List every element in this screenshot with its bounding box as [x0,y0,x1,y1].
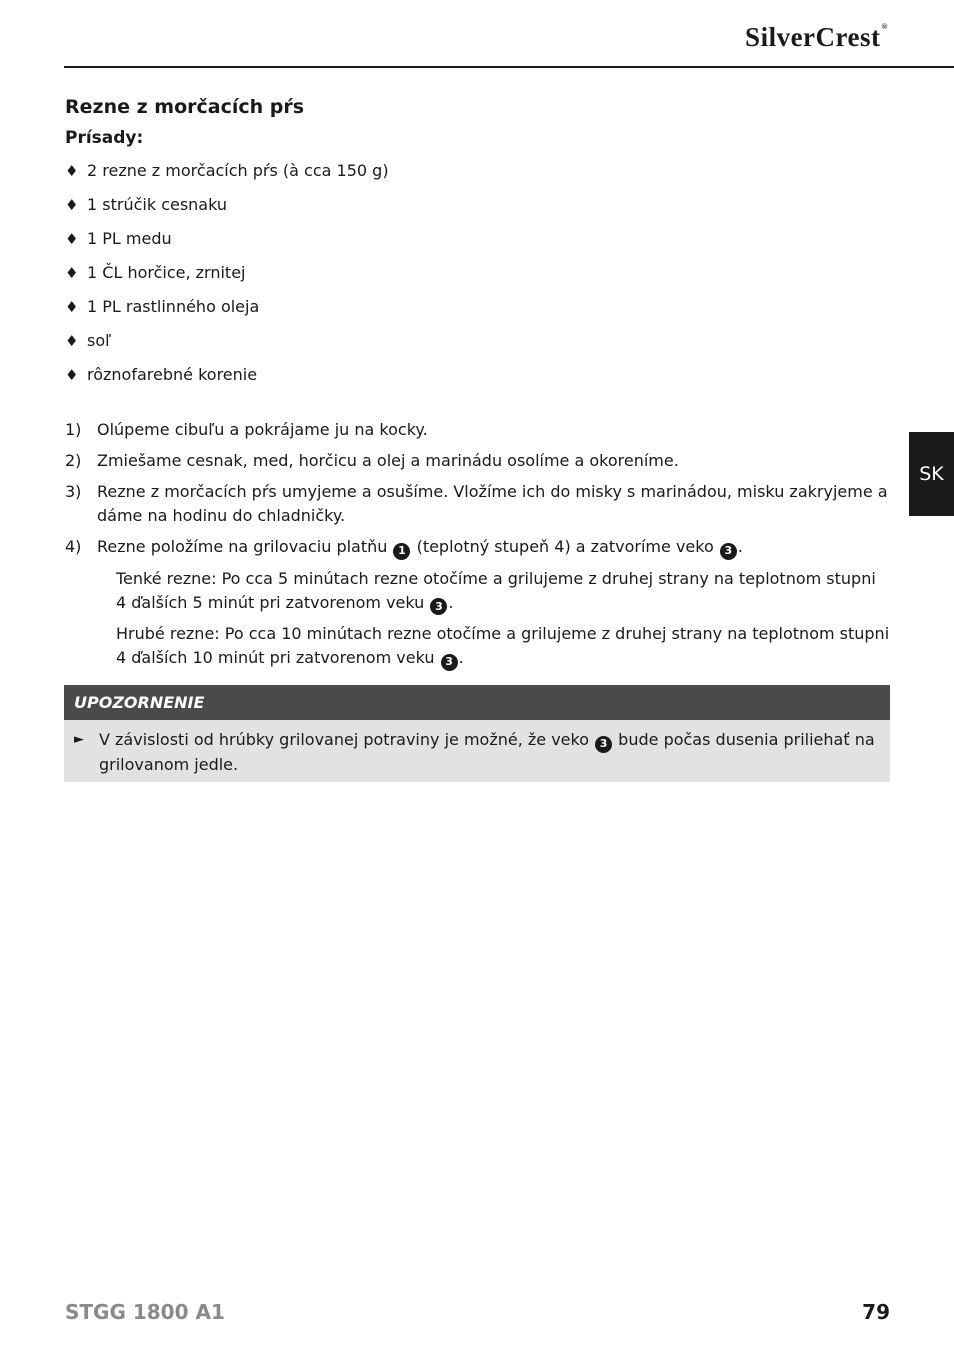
thin-cutlets-note [116,567,890,616]
warning-text [99,728,878,777]
page-number: 79 [862,1300,890,1324]
recipe-section [65,94,890,678]
diamond-bullet-icon: ♦ [65,366,79,384]
part-ref-icon: 1 [393,543,410,560]
step-item [65,449,890,473]
warning-text-part: V závislosti od hrúbky grilovanej potraviny je možné, že veko [99,730,595,749]
ingredient-text: rôznofarebné korenie [87,365,258,384]
diamond-bullet-icon: ♦ [65,196,79,214]
ingredient-text: 1 strúčik cesnaku [87,195,228,214]
diamond-bullet-icon: ♦ [65,162,79,180]
warning-text-part: bude počas dusenia priliehať na grilovanom jedle. [99,730,875,774]
diamond-bullet-icon: ♦ [65,298,79,316]
step-text-part: . [737,537,743,556]
step-number: 4) [65,537,82,556]
ingredient-text: 2 rezne z morčacích pŕs (à cca 150 g) [87,161,389,180]
step-number: 3) [65,482,82,501]
part-ref-icon: 3 [430,598,447,615]
diamond-bullet-icon: ♦ [65,264,79,282]
diamond-bullet-icon: ♦ [65,332,79,350]
ingredient-text: soľ [87,331,112,350]
step-text: Olúpeme cibuľu a pokrájame ju na kocky. [97,420,428,439]
logo-text: SilverCrest [745,22,881,52]
warning-box [64,685,890,782]
note-text: Tenké rezne: Po cca 5 minútach rezne otočíme a grilujeme z druhej strany na teplotnom stupni 4 ďalších 5 minút pri zatvorenom veku [116,568,876,612]
list-item [65,194,890,228]
step-text: Zmiešame cesnak, med, horčicu a olej a marinádu osolíme a okoreníme. [97,451,679,470]
registered-mark: ® [881,22,888,31]
language-code: SK [919,463,944,485]
list-item [65,228,890,262]
step-text [97,535,890,560]
ingredient-text: 1 PL medu [87,229,172,248]
warning-body [64,720,890,782]
ingredients-heading: Prísady: [65,128,144,148]
list-item [65,296,890,330]
step-item [65,480,890,528]
step-text-part: Rezne položíme na grilovaciu platňu [97,537,393,556]
recipe-title: Rezne z morčacích pŕs [65,96,305,118]
part-ref-icon: 3 [720,543,737,560]
header-divider [64,66,954,68]
list-item [65,330,890,364]
step-text: Rezne z morčacích pŕs umyjeme a osušíme. Vložíme ich do misky s marinádou, misku zakryjeme a dáme na hodinu do chladničky. [97,482,888,525]
list-item [65,160,890,194]
step-text-part: (teplotný stupeň 4) a zatvoríme veko [411,537,719,556]
thick-cutlets-note [116,622,890,671]
warning-title: UPOZORNENIE [64,685,890,720]
language-tab [909,432,954,516]
step-number: 1) [65,420,82,439]
step-number: 2) [65,451,82,470]
list-item [65,364,890,398]
part-ref-icon: 3 [441,654,458,671]
brand-logo [745,22,888,53]
ingredient-text: 1 ČL horčice, zrnitej [87,263,246,282]
steps-list [65,418,890,671]
diamond-bullet-icon: ♦ [65,230,79,248]
ingredients-list [65,160,890,398]
model-number: STGG 1800 A1 [65,1300,225,1324]
list-item [65,262,890,296]
arrow-right-icon: ► [74,732,84,747]
part-ref-icon: 3 [595,736,612,753]
step-item [65,535,890,560]
note-text: Hrubé rezne: Po cca 10 minútach rezne otočíme a grilujeme z druhej strany na teplotnom stupni 4 ďalších 10 minút pri zatvorenom veku [116,624,890,667]
note-text: . [458,648,464,667]
note-text: . [448,592,454,612]
step-item [65,418,890,442]
ingredient-text: 1 PL rastlinného oleja [87,297,260,316]
